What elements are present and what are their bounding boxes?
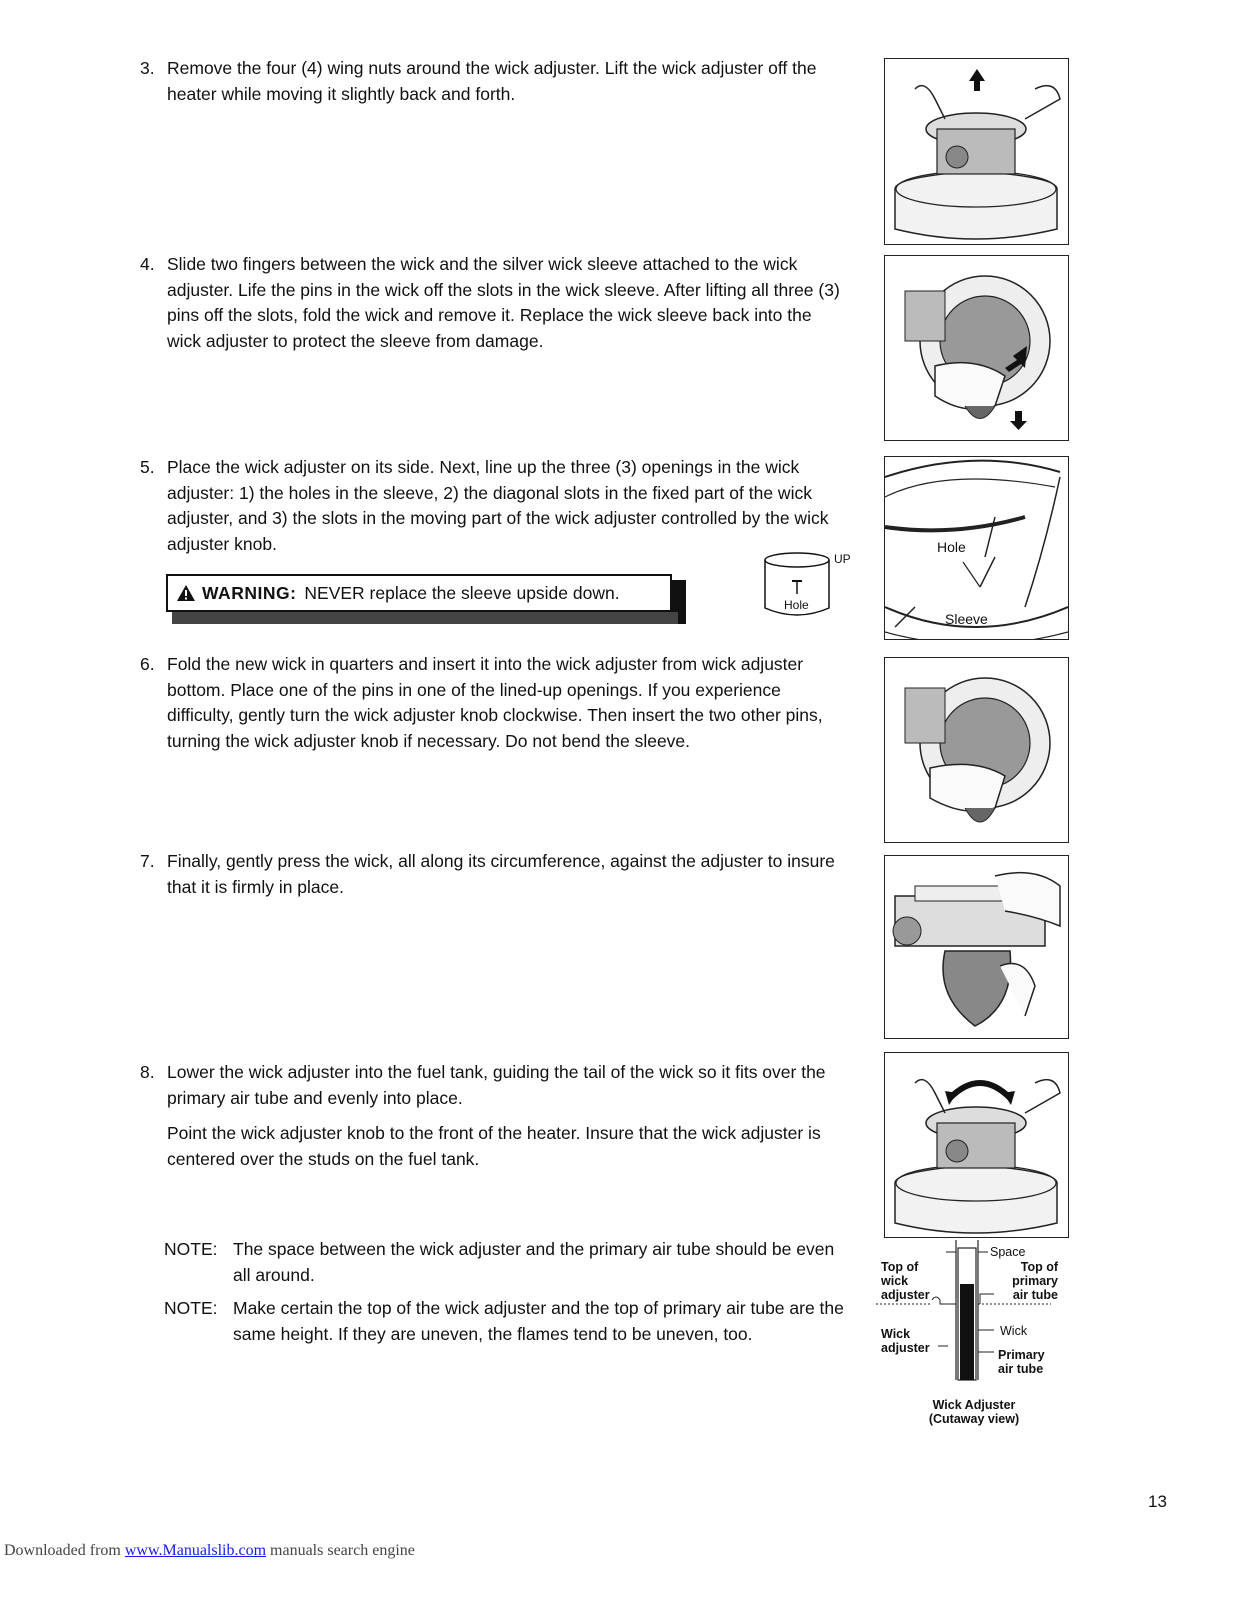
hole-label: Hole: [937, 539, 966, 555]
step-text-2: Point the wick adjuster knob to the front of the heater. Insure that the wick adjuster is centered over the studs on the fuel tank.: [167, 1123, 821, 1169]
figure-remove-wick: [884, 255, 1069, 441]
note-text: Make certain the top of the wick adjuster and the top of primary air tube are the same height. If they are uneven, the flames tend to be uneven, too.: [233, 1298, 844, 1344]
figure-press-wick: [884, 855, 1069, 1039]
step-number: 3.: [140, 58, 155, 78]
step-number: 8.: [140, 1062, 155, 1082]
step-text: Fold the new wick in quarters and insert it into the wick adjuster from wick adjuster bottom. Place one of the pins in one of the lined-up openings. If you experience difficulty, gently turn the wick adjuster knob clockwise. Then insert the two other pins, turning the wick adjuster knob if necessary. Do not bend the sleeve.: [167, 654, 823, 751]
step-6: [140, 652, 840, 754]
note-label: NOTE:: [164, 1298, 218, 1318]
warning-triangle-icon: [176, 584, 196, 602]
hole-label: Hole: [784, 598, 809, 612]
step-text: Remove the four (4) wing nuts around the wick adjuster. Lift the wick adjuster off the heater while moving it slightly back and forth.: [167, 58, 817, 104]
step-text: Place the wick adjuster on its side. Next, line up the three (3) openings in the wick adjuster: 1) the holes in the sleeve, 2) the diagonal slots in the fixed part of the wick adjuster, and 3) the slots in the moving part of the wick adjuster controlled by the wick adjuster knob.: [167, 457, 829, 554]
note-1: [164, 1237, 844, 1288]
step-text: Lower the wick adjuster into the fuel tank, guiding the tail of the wick so it fits over the primary air tube and evenly into place.: [167, 1062, 826, 1108]
step-number: 7.: [140, 851, 155, 871]
note-2: [164, 1296, 844, 1347]
step-5: [140, 455, 840, 557]
sleeve-orientation-diagram: [760, 548, 856, 622]
step-7: [140, 849, 840, 900]
step-number: 4.: [140, 254, 155, 274]
up-label: UP: [834, 552, 851, 566]
primary-air-tube-label: Primary air tube: [998, 1348, 1045, 1376]
step-8: [140, 1060, 840, 1172]
top-of-wick-adjuster-label: Top of wick adjuster: [881, 1260, 930, 1302]
step-number: 6.: [140, 654, 155, 674]
warning-text: NEVER replace the sleeve upside down.: [304, 582, 620, 603]
step-number: 5.: [140, 457, 155, 477]
top-of-primary-air-tube-label: Top of primary air tube: [1012, 1260, 1058, 1302]
figure-lower-wick-adjuster: [884, 1052, 1069, 1238]
step-text: Finally, gently press the wick, all along its circumference, against the adjuster to insure that it is firmly in place.: [167, 851, 835, 897]
figure-insert-wick: [884, 657, 1069, 843]
space-label: Space: [990, 1245, 1026, 1259]
footer-suffix: manuals search engine: [266, 1542, 415, 1559]
step-3: [140, 56, 840, 107]
warning-box: [166, 574, 686, 624]
wick-adjuster-cutaway-diagram: [876, 1240, 1066, 1430]
figure-remove-wick-adjuster: [884, 58, 1069, 245]
note-label: NOTE:: [164, 1239, 218, 1259]
step-4: [140, 252, 840, 354]
wick-label: Wick: [1000, 1324, 1028, 1338]
download-footer: [4, 1542, 415, 1560]
manualslib-link[interactable]: www.Manualslib.com: [124, 1542, 267, 1559]
footer-prefix: Downloaded from: [4, 1542, 125, 1559]
warning-label: WARNING:: [202, 582, 297, 603]
figure-sleeve-hole: [884, 456, 1069, 640]
cutaway-caption: Wick Adjuster (Cutaway view): [928, 1398, 1020, 1426]
sleeve-label: Sleeve: [945, 611, 988, 627]
page-number: 13: [1148, 1492, 1167, 1511]
step-text: Slide two fingers between the wick and the silver wick sleeve attached to the wick adjuster. Life the pins in the wick off the slots in the wick sleeve. After lifting all three (3) pins off the slots, fold the wick and remove it. Replace the wick sleeve back into the wick adjuster to protect the sleeve from damage.: [167, 254, 840, 351]
wick-adjuster-label: Wick adjuster: [881, 1327, 930, 1355]
note-text: The space between the wick adjuster and the primary air tube should be even all around.: [233, 1239, 835, 1285]
